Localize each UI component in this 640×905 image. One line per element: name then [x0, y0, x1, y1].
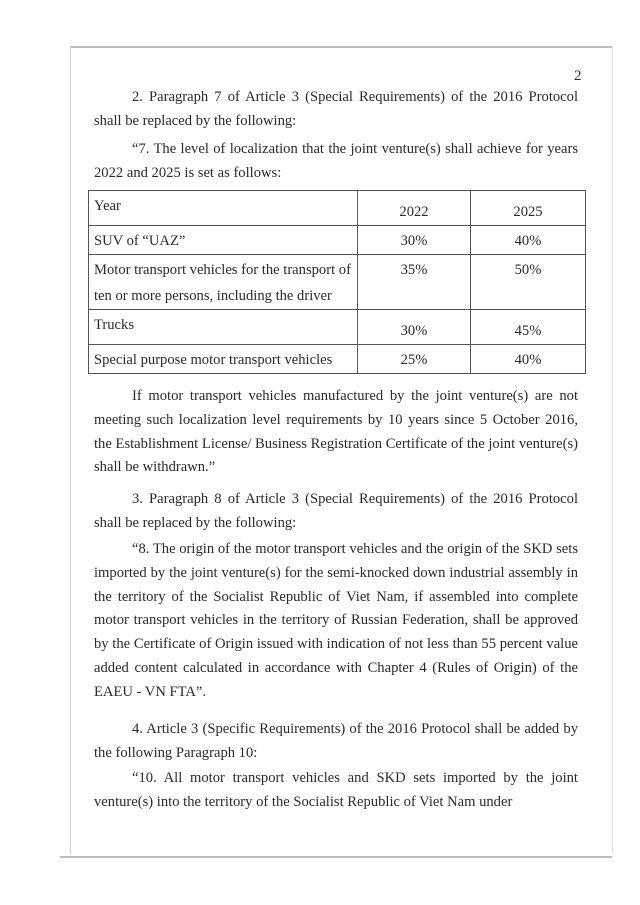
paragraph-8-text: “8. The origin of the motor transport vehicles and the origin of the SKD sets imported by the joint venture(s) for the semi-knocked down industrial assembly in the territory of the Socialist Republic of Viet Nam, if assembled into complete motor transport vehicles in the territory of Russian Federation, shall be approved by the Certificate of Origin issued with indication of not less than 55 percent value added content calculated in accordance with Chapter 4 (Rules of Origin) of the EAEU - VN FTA”. — [94, 541, 578, 700]
paragraph-3-text: 3. Paragraph 8 of Article 3 (Special Requirements) of the 2016 Protocol shall be replaced by the following: — [94, 491, 578, 531]
header-year: Year — [89, 191, 358, 226]
paragraph-withdrawal-text: If motor transport vehicles manufactured by the joint venture(s) are not meeting such localization level requirements by 10 years since 5 October 2016, the Establishment License/ Business Registration Certificate of the joint venture(s) shall be withdrawn.” — [94, 388, 578, 476]
table-row — [89, 226, 586, 255]
paragraph-4-text: 4. Article 3 (Specific Requirements) of the 2016 Protocol shall be added by the following Paragraph 10: — [94, 721, 578, 761]
row-label: SUV of “UAZ” — [89, 226, 358, 255]
cell-2022: 35% — [358, 255, 471, 310]
page-border-bottom — [60, 856, 612, 858]
table-row — [89, 255, 586, 310]
row-label: Motor transport vehicles for the transport of ten or more persons, including the driver — [89, 255, 358, 310]
paragraph-10-text: “10. All motor transport vehicles and SKD sets imported by the joint venture(s) into the territory of the Socialist Republic of Viet Nam under — [94, 770, 578, 810]
cell-2025: 50% — [471, 255, 586, 310]
paragraph-8-quote — [94, 538, 578, 705]
paragraph-3 — [94, 488, 578, 536]
cell-2022: 30% — [358, 310, 471, 345]
cell-2025: 40% — [471, 226, 586, 255]
paragraph-2-text: 2. Paragraph 7 of Article 3 (Special Requirements) of the 2016 Protocol shall be replaced by the following: — [94, 89, 578, 129]
paragraph-10-quote — [94, 767, 578, 815]
table-row — [89, 345, 586, 374]
header-2022: 2022 — [358, 191, 471, 226]
row-label: Trucks — [89, 310, 358, 345]
cell-2022: 30% — [358, 226, 471, 255]
paragraph-2 — [94, 86, 578, 134]
cell-2025: 40% — [471, 345, 586, 374]
table-header-row — [89, 191, 586, 226]
header-2025: 2025 — [471, 191, 586, 226]
table-row — [89, 310, 586, 345]
cell-2022: 25% — [358, 345, 471, 374]
paragraph-7-quote — [94, 138, 578, 186]
page-border-left — [70, 46, 71, 854]
row-label: Special purpose motor transport vehicles — [89, 345, 358, 374]
paragraph-7-text: “7. The level of localization that the joint venture(s) shall achieve for years 2022 and 2025 is set as follows: — [94, 141, 578, 181]
paragraph-withdrawal — [94, 385, 578, 480]
paragraph-4 — [94, 718, 578, 766]
page-border-right — [612, 46, 613, 854]
localization-table — [88, 190, 586, 374]
page-border-top — [70, 46, 612, 48]
cell-2025: 45% — [471, 310, 586, 345]
page-number: 2 — [574, 68, 582, 84]
